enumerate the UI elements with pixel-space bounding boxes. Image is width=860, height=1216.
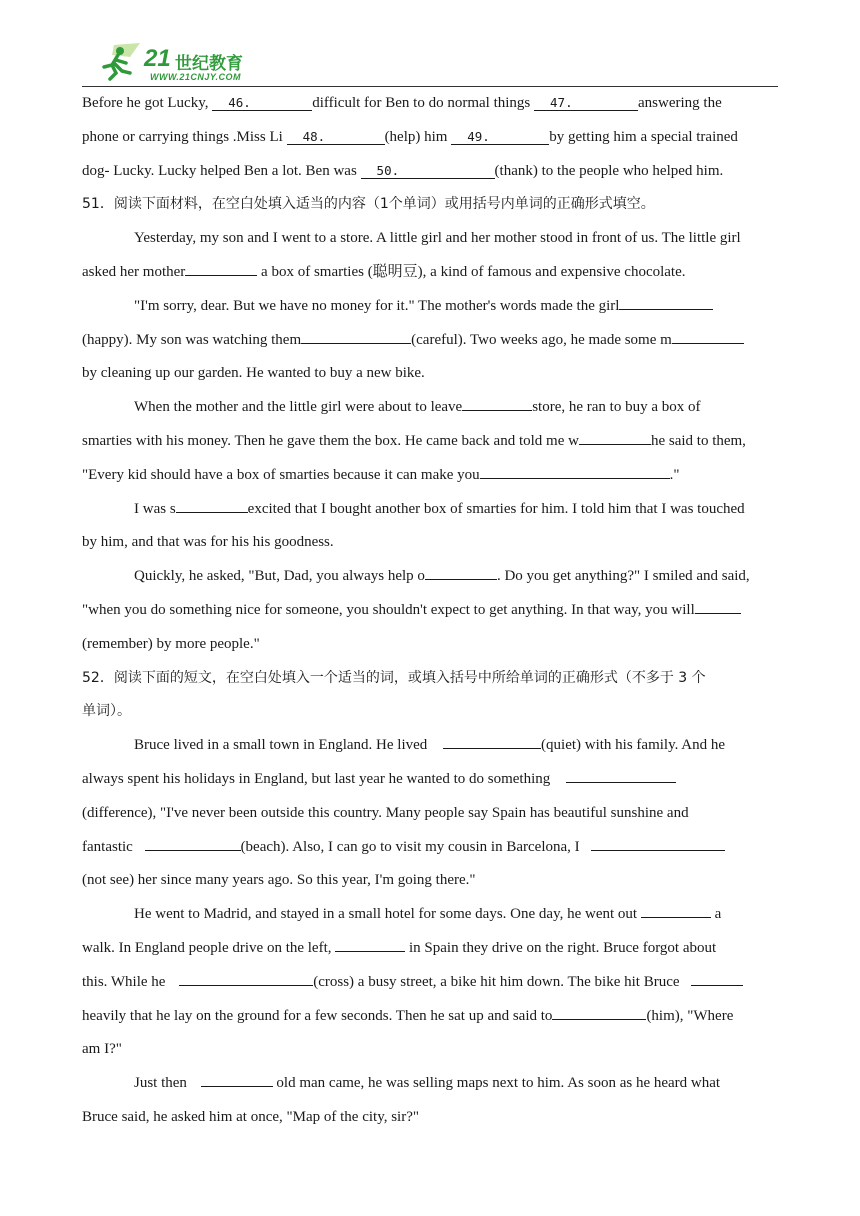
question-52-instruction: 52．阅读下面的短文，在空白处填入一个适当的词，或填入括号中所给单词的正确形式（不多于 3 个 xyxy=(82,669,706,686)
text-line: this. While he (cross) a busy street, a bike hit him down. The bike hit Bruce xyxy=(82,966,788,1000)
text-line: "Every kid should have a box of smarties because it can make you ." xyxy=(82,459,788,493)
answer-blank-49[interactable]: 49. xyxy=(451,129,549,145)
answer-blank[interactable] xyxy=(176,498,248,513)
text-line: "when you do something nice for someone, you shouldn't expect to get anything. In that way, you will xyxy=(82,594,788,628)
answer-blank-50[interactable]: 50. xyxy=(361,163,495,179)
text-line: (difference), "I've never been outside this country. Many people say Spain has beautiful sunshine and xyxy=(82,804,689,821)
document-body xyxy=(82,87,788,1135)
answer-blank[interactable] xyxy=(201,1072,273,1087)
text-line: fantastic (beach). Also, I can go to visit my cousin in Barcelona, I xyxy=(82,831,788,865)
question-number: 51． xyxy=(82,196,114,213)
text-line: dog- Lucky. Lucky helped Ben a lot. Ben was 50. (thank) to the people who helped him. xyxy=(82,162,724,179)
text-line: When the mother and the little girl were about to leave store, he ran to buy a box of xyxy=(82,391,788,425)
answer-blank[interactable] xyxy=(301,329,411,344)
text-line: phone or carrying things .Miss Li 48. (help) him 49. by getting him a special trained xyxy=(82,128,738,145)
answer-blank[interactable] xyxy=(443,734,541,749)
text-line: asked her mother a box of smarties (聪明豆), a kind of famous and expensive chocolate. xyxy=(82,256,788,290)
runner-logo-icon xyxy=(100,43,140,81)
answer-blank[interactable] xyxy=(695,599,741,614)
text-line: Just then old man came, he was selling maps next to him. As soon as he heard what xyxy=(82,1067,788,1101)
text-line: He went to Madrid, and stayed in a small hotel for some days. One day, he went out a xyxy=(82,898,788,932)
logo-number: 21 xyxy=(144,45,171,72)
text-line: Yesterday, my son and I went to a store. A little girl and her mother stood in front of us. The little girl xyxy=(134,230,741,247)
answer-blank[interactable] xyxy=(672,329,744,344)
answer-blank[interactable] xyxy=(566,768,676,783)
answer-blank[interactable] xyxy=(619,295,713,310)
text-line: heavily that he lay on the ground for a few seconds. Then he sat up and said to (him), "Where xyxy=(82,1000,788,1034)
answer-blank-48[interactable]: 48. xyxy=(287,129,385,145)
text-line: smarties with his money. Then he gave them the box. He came back and told me w he said to them, xyxy=(82,425,788,459)
text-line: Before he got Lucky, 46. difficult for Ben to do normal things 47. answering the xyxy=(82,95,722,111)
text-line: by him, and that was for his his goodness. xyxy=(82,534,334,551)
logo-url: WWW.21CNJY.COM xyxy=(150,72,242,82)
text-line: (happy). My son was watching them (careful). Two weeks ago, he made some m xyxy=(82,324,788,358)
answer-blank[interactable] xyxy=(335,937,405,952)
text-line: Quickly, he asked, "But, Dad, you always help o . Do you get anything?" I smiled and said, xyxy=(82,560,788,594)
text-line: by cleaning up our garden. He wanted to buy a new bike. xyxy=(82,365,425,382)
answer-blank[interactable] xyxy=(185,261,257,276)
answer-blank[interactable] xyxy=(179,971,313,986)
answer-blank[interactable] xyxy=(641,903,711,918)
question-51-instruction: 51．阅读下面材料，在空白处填入适当的内容（1个单词）或用括号内单词的正确形式填空。 xyxy=(82,196,655,213)
answer-blank-47[interactable]: 47. xyxy=(534,95,638,111)
answer-blank[interactable] xyxy=(552,1005,646,1020)
answer-blank[interactable] xyxy=(462,396,532,411)
answer-blank[interactable] xyxy=(591,836,725,851)
answer-blank[interactable] xyxy=(425,565,497,580)
page-header xyxy=(82,40,778,87)
logo-brand-text: 世纪教育 xyxy=(175,54,243,74)
text-line: am I?" xyxy=(82,1041,122,1058)
text-line: Bruce lived in a small town in England. He lived (quiet) with his family. And he xyxy=(82,729,788,763)
text-line: always spent his holidays in England, but last year he wanted to do something xyxy=(82,763,788,797)
question-number: 52． xyxy=(82,669,114,686)
answer-blank[interactable] xyxy=(145,836,241,851)
question-52-instruction-cont: 单词）。 xyxy=(82,703,131,720)
answer-blank[interactable] xyxy=(579,430,651,445)
answer-blank-46[interactable]: 46. xyxy=(212,95,312,111)
text-line: (remember) by more people." xyxy=(82,635,260,652)
text-line: walk. In England people drive on the left, in Spain they drive on the right. Bruce forgot about xyxy=(82,932,788,966)
answer-blank[interactable] xyxy=(480,464,670,479)
answer-blank[interactable] xyxy=(691,971,743,986)
text-line: (not see) her since many years ago. So this year, I'm going there." xyxy=(82,872,476,889)
text-line: "I'm sorry, dear. But we have no money for it." The mother's words made the girl xyxy=(82,290,788,324)
text-line: I was s excited that I bought another box of smarties for him. I told him that I was touched xyxy=(82,493,788,527)
text-line: Bruce said, he asked him at once, "Map of the city, sir?" xyxy=(82,1108,420,1125)
